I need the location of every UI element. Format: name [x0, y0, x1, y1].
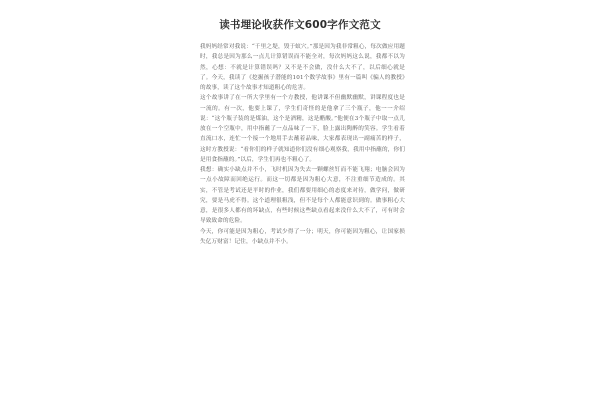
paragraph-3: 我想：确实小缺点并不小，飞时机因为失去一颗螺丝钉而不能飞翔；电脑会因为一点小故障而回绝运行。而这一切都是因为粗心大意，不注重细节造成的。其实，不管是考试还是平时的作业，我们都要用细心的态度来对待，做学问，做研究，要是马虎不得。这个道理很粗浅，但不是每个人都能意识到的。做事粗心大意，是很多人都有的坏缺点，有些时候这些缺点看起来没什么大不了，可有时会导致致命的危险。 [200, 167, 405, 225]
paragraph-4: 今天，你可能是因为粗心，考试少得了一分；明天，你可能因为粗心，让国家损失亿万财富！记住，小缺点并不小。 [200, 228, 405, 245]
document-body [200, 42, 405, 247]
document-title: 读书埋论收获作文600字作文范文 [219, 19, 381, 31]
paragraph-1: 我妈妈经常对我说：“千里之堤，毁于蚁穴。”那是因为我非常粗心，每次做应用题时，我总是因为那么一点儿计算错误而不能全对，每次妈妈这么说，我都不以为然，心想：不就是计算错误吗？又不是不会做，没什么大不了，以后细心就是了。今天，我读了《挖掘孩子潜能的101个数学故事》里有一篇叫《骗人的教授》的故事，读了这个故事才知道粗心的危害。 [200, 44, 405, 91]
paragraph-2: 这个故事讲了在一所大学里有一个方教授，他讲课不但幽默幽默，讲课程度也是一流的。有一次，他要上课了，学生们奇怪的是他拿了三个瓶子，他一一介绍说：“这个瓶子装的是煤油，这个是酒精，这是醋酸。”他便在3个瓶子中取一点儿放在一个空瓶中，用中指蘸了一点品味了一下，脸上露出陶醉的笑容。学生看着直流口水，连忙一个接一个地用手去蘸着品味，大家都表现出一副痛苦的样子，这时方教授说：“看你们的样子就知道你们没有细心观察我，我用中指蘸的，你们是用食指蘸的。”以后，学生们再也不粗心了。 [200, 95, 405, 163]
